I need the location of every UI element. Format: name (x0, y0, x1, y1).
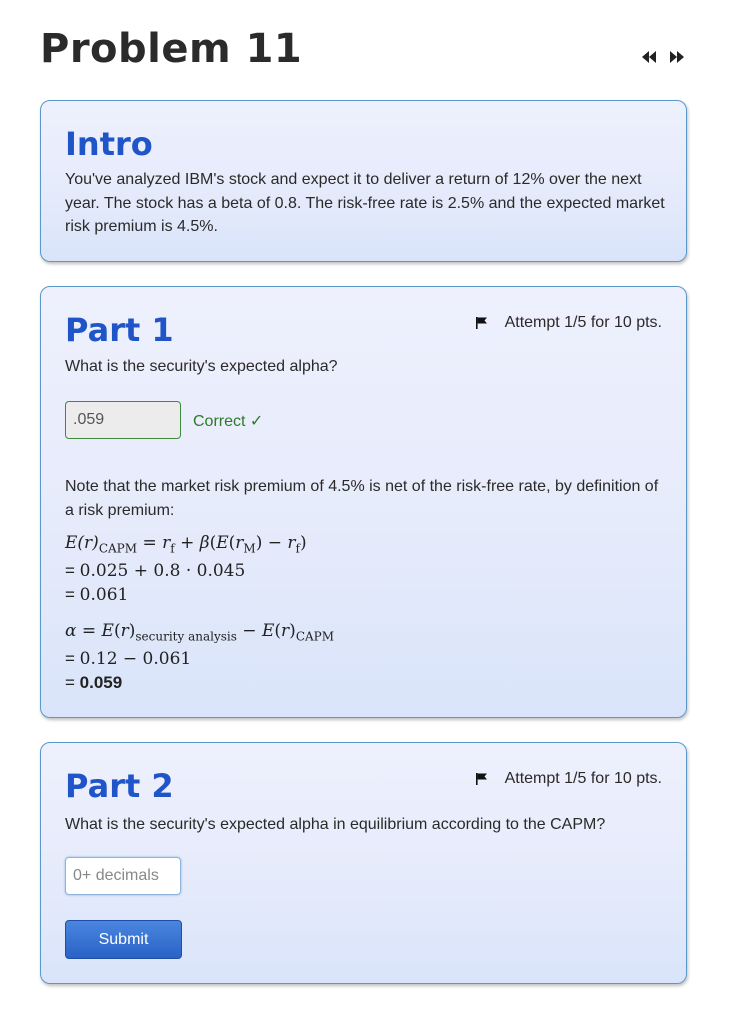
capm-rhs: = $r_f + \beta(E(r_M) - r_f)$ (142, 533, 307, 556)
alpha-line2-value: 0.12 − 0.061 (79, 649, 192, 669)
capm-line2-value: 0.025 + 0.8 · 0.045 (79, 561, 246, 581)
page-title: Problem 11 (40, 26, 303, 72)
capm-line-2: = 0.025 + 0.8 · 0.045 (65, 561, 246, 581)
intro-text: You've analyzed IBM's stock and expect it to deliver a return of 12% over the next year. The stock has a beta of 0.8. The risk-free rate is 2.5% and the expected market risk premium is 4.5%. (65, 171, 665, 235)
part1-heading: Part 1 (65, 311, 174, 349)
submit-button[interactable]: Submit (65, 920, 182, 959)
capm-equation (65, 533, 307, 555)
part2-question: What is the security's expected alpha in equilibrium according to the CAPM? (65, 816, 606, 833)
alpha-result: 0.059 (79, 673, 123, 692)
flag-icon[interactable] (475, 772, 489, 786)
part2-attempt-text: Attempt 1/5 for 10 pts. (504, 770, 662, 787)
previous-problem-button[interactable] (640, 48, 658, 66)
capm-line3-value: 0.061 (79, 585, 129, 605)
part1-answer-field: .059 (65, 401, 181, 439)
next-problem-button[interactable] (668, 48, 686, 66)
part1-attempt-text: Attempt 1/5 for 10 pts. (504, 314, 662, 331)
double-chevron-right-icon (669, 51, 685, 63)
double-chevron-left-icon (641, 51, 657, 63)
intro-card (40, 100, 687, 262)
alpha-symbol: α (65, 621, 77, 641)
part1-note: Note that the market risk premium of 4.5% is net of the risk-free rate, by definition of a risk premium: (65, 478, 659, 519)
flag-icon[interactable] (475, 316, 489, 330)
part1-correct-status: Correct ✓ (193, 413, 264, 430)
alpha-sub-capm: CAPM (295, 629, 335, 644)
part1-question: What is the security's expected alpha? (65, 358, 338, 375)
capm-lhs: E(r) (65, 533, 99, 553)
alpha-sub-security: security analysis (135, 629, 237, 644)
alpha-equation: $\alpha = E(r)_{security analysis} - E(r)_{CAPM}$ (65, 621, 335, 644)
alpha-line-2: = 0.12 − 0.061 (65, 649, 192, 669)
alpha-line-3: = 0.059 (65, 673, 123, 692)
part2-attempt (475, 770, 662, 788)
problem-nav (640, 48, 686, 66)
part2-card (40, 742, 687, 984)
part1-card (40, 286, 687, 718)
part2-heading: Part 2 (65, 767, 174, 805)
capm-sub: CAPM (98, 541, 138, 556)
intro-heading: Intro (65, 125, 153, 163)
part2-answer-input[interactable] (65, 857, 181, 895)
capm-line-3: = 0.061 (65, 585, 129, 605)
part1-attempt (475, 314, 662, 332)
